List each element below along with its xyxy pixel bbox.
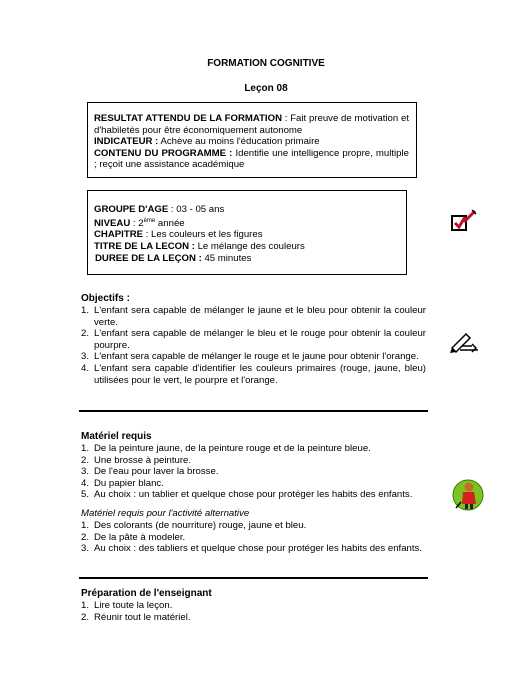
list-item-number: 3. <box>81 466 90 478</box>
expected-result-label: RESULTAT ATTENDU DE LA FORMATION <box>94 113 282 124</box>
list-item <box>81 600 426 612</box>
list-item <box>81 520 426 532</box>
lesson-duration <box>94 253 400 265</box>
level <box>94 216 400 230</box>
age-group-text: : 03 - 05 ans <box>168 204 225 215</box>
chapter-text: : Les couleurs et les figures <box>143 229 263 241</box>
expected-result-text: : Fait preuve de motivation et d'habiletés pour être économiquement autonome <box>94 113 409 136</box>
child-painting-icon <box>452 478 484 512</box>
list-item-number: 1. <box>81 443 90 454</box>
list-item-text: Au choix : des tabliers et quelque chose pour protéger les habits des enfants. <box>94 543 422 555</box>
list-item <box>81 455 426 467</box>
level-text: : 2 <box>130 217 144 229</box>
materials-list <box>81 443 426 501</box>
list-item-number: 3. <box>81 351 90 363</box>
age-group <box>94 204 400 216</box>
list-item-text: Une brosse à peinture. <box>94 454 192 466</box>
alt-materials-heading: Matériel requis pour l'activité alternative <box>81 508 250 519</box>
level-suffix: année <box>155 217 185 229</box>
list-item-text: L'enfant sera capable de mélanger le bleu et le rouge pour obtenir la couleur pourpre. <box>94 328 426 351</box>
list-item-text: De la pâte à modeler. <box>94 531 186 543</box>
list-item-text: De l'eau pour laver la brosse. <box>94 466 219 478</box>
preparation-heading: Préparation de l'enseignant <box>81 588 212 599</box>
list-item-number: 2. <box>81 328 90 340</box>
list-item <box>81 532 426 544</box>
indicator-label: INDICATEUR : <box>94 136 159 148</box>
list-item-text: Des colorants (de nourriture) rouge, jaune et bleu. <box>94 520 307 531</box>
list-item-number: 4. <box>81 477 90 489</box>
pencil-writing-icon <box>448 330 480 354</box>
list-item-text: Au choix : un tablier et quelque chose pour protéger les habits des enfants. <box>94 489 413 501</box>
level-superscript: ème <box>143 217 156 224</box>
list-item <box>81 305 426 328</box>
list-item <box>81 328 426 351</box>
list-item-text: L'enfant sera capable de mélanger le rouge et le jaune pour obtenir l'orange. <box>94 351 419 363</box>
program-content-label: CONTENU DU PROGRAMME : <box>94 147 233 159</box>
checkbox-check-icon <box>450 208 478 236</box>
list-item-text: Lire toute la leçon. <box>94 600 173 611</box>
list-item-text: L'enfant sera capable d'identifier les couleurs primaires (rouge, jaune, bleu) utilisées pour le vert, le pourpre et l'orange. <box>94 362 426 386</box>
lesson-duration-text: 45 minutes <box>201 252 252 264</box>
preparation-list <box>81 600 426 623</box>
section-divider <box>79 577 428 579</box>
list-item <box>81 543 426 555</box>
list-item-number: 5. <box>81 489 90 501</box>
list-item <box>81 351 426 363</box>
list-item-number: 1. <box>81 600 90 611</box>
list-item-number: 1. <box>81 305 90 316</box>
lesson-info-box <box>87 190 407 275</box>
list-item <box>81 612 426 624</box>
list-item <box>81 489 426 501</box>
indicator <box>94 136 409 148</box>
list-item-text: Du papier blanc. <box>94 477 164 489</box>
list-item-text: Réunir tout le matériel. <box>94 611 191 623</box>
lesson-number: Leçon 08 <box>244 83 288 94</box>
lesson-title-label: TITRE DE LA LECON : <box>94 240 195 252</box>
document-title: FORMATION COGNITIVE <box>207 58 325 69</box>
expected-result <box>94 113 409 136</box>
lesson-title-text: Le mélange des couleurs <box>194 240 305 252</box>
age-group-label: GROUPE D'AGE <box>94 204 169 215</box>
list-item <box>81 363 426 386</box>
chapter <box>94 229 400 241</box>
list-item <box>81 466 426 478</box>
list-item-number: 1. <box>81 520 90 531</box>
list-item-number: 2. <box>81 611 90 623</box>
list-item-text: De la peinture jaune, de la peinture rouge et de la peinture bleue. <box>94 443 371 454</box>
objectives-list <box>81 305 426 386</box>
chapter-label: CHAPITRE <box>94 229 144 241</box>
indicator-text: Achève au moins l'éducation primaire <box>158 136 320 148</box>
expected-result-box <box>87 102 417 178</box>
materials-heading: Matériel requis <box>81 431 152 442</box>
lesson-title <box>94 241 400 253</box>
section-divider <box>79 410 428 412</box>
alt-materials-list <box>81 520 426 555</box>
list-item <box>81 443 426 455</box>
list-item-text: L'enfant sera capable de mélanger le jaune et le bleu pour obtenir la couleur verte. <box>94 305 426 328</box>
program-content-text: Identifie une intelligence propre, multiple ; reçoit une assistance académique <box>94 147 409 171</box>
list-item-number: 3. <box>81 543 90 555</box>
lesson-duration-label: DUREE DE LA LEÇON : <box>95 252 202 264</box>
level-label: NIVEAU <box>94 217 131 229</box>
list-item-number: 2. <box>81 454 90 466</box>
program-content <box>94 148 409 171</box>
objectives-heading: Objectifs : <box>81 293 130 304</box>
list-item-number: 2. <box>81 531 90 543</box>
list-item <box>81 478 426 490</box>
list-item-number: 4. <box>81 362 90 374</box>
